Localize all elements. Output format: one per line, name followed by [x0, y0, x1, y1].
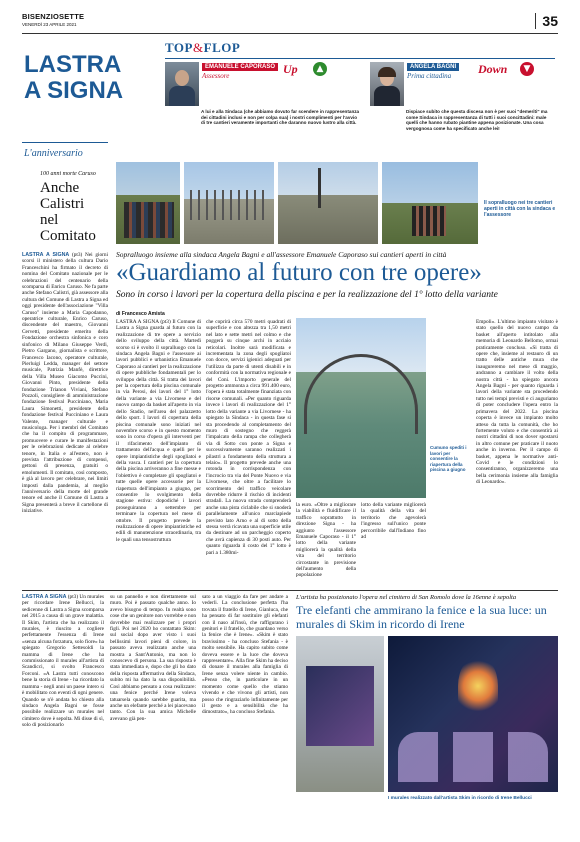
page-header — [22, 12, 558, 34]
bottom-col-1-text: (pt3) Un murales per ricordare Irene Bellucci, la sedicenne di Lastra a Signa scomparsa nel 2015 a causa di un grave malattia. Il Skim, l'artista che ha realizzato il murales, è riuscito a cogliere perfettamente l'essenza di Irene «senza alcuna forzatura, solo fiore» ha spiegato Gregorio Settesoldi la mamma di Irene che ha commissionato il murales all'artista di Scandicci, si svolto Francesco Forconi. «A Lastra tutti conoscono bene la storia di Irene - ha ricordato la mamma - negli anni un paese intero si è mobilitato con eventi di ogni genere. Quando se n'è andata ho chiesto alla sindaco Angela Bagni se fosse possibile realizzare un murales nel cimitero dove è sepolta. Mi disse di sì, solo di posizionarlo — [22, 594, 104, 729]
photo-works-scaffold — [190, 190, 268, 220]
photo-mural — [388, 636, 558, 792]
up-name: EMANUELE CAPORASO — [202, 63, 278, 71]
anniversary-kicker: L'anniversario — [24, 148, 83, 159]
photo-pool-arch — [304, 354, 418, 434]
photo-pool — [296, 318, 426, 498]
anniversary-dateline-ref: (pt3) — [71, 252, 83, 258]
bottom-kicker: L'artista ha posizionato l'opera nel cimitero di San Romolo dove la 16enne è sepolta — [296, 594, 517, 601]
bottom-headline: Tre elefanti che ammirano la fenice e la sua luce: un murales di Skim in ricordo di Irene — [296, 603, 547, 631]
up-role: Assessore — [202, 72, 230, 80]
main-col-4: Empoli». L'ultimo impianto visitato è stato quello del nuovo campo da basket all'aperto intitolato alla memoria di Leonardo Bellomo, ormai praticamente concluso. «Si tratta di opere che, insieme al restauro di un tratto delle antiche mura che inaugureremo nel mese di maggio, andranno a cambiare il volto della nostra città - ha spiegato ancora Angela Bagni - per quanto riguarda i lavori della variante sta procedendo tutto nei tempi previsti e ci auguriamo di poter concludere l'opera entro la primavera del 2022. La piscina coperta è invece un impianto molto atteso da tutta la comunità, che ho fortemente voluto e che consentirà ai nostri cittadini di non dover spostarsi in altro comune per praticare il nuoto anche in inverno. Per il campo di basket, appena le normative anti-Covid e le condizioni lo consentiranno, organizzeremo una bella cerimonia insieme alla famiglia di Leonardo». — [476, 319, 558, 486]
down-role: Prima cittadina — [407, 72, 452, 80]
anniversary-box — [22, 142, 108, 587]
photo-mural-phoenix — [458, 656, 498, 716]
photo-caption-right: Il sopralluogo nei tre cantieri aperti in città con la sindaca e l'assessore — [484, 200, 556, 218]
photo-road — [382, 162, 478, 244]
down-photo-body — [374, 86, 400, 106]
main-col-3: la euro. «Oltre a migliorare la viabilità e fluidificare il traffico soprattutto in direzione Signa - ha aggiunto l'assessore Emanuele Caporaso - il 1° lotto della variante migliorerà la qualità della vita del territorio circostante in previsione dell'aumento della popolazione — [296, 502, 356, 579]
bottom-rule — [22, 590, 558, 591]
topflop-up — [165, 60, 363, 142]
topflop-title — [165, 40, 240, 56]
up-photo-body — [169, 86, 195, 106]
down-photo — [370, 62, 404, 106]
anniversary-dateline: LASTRA A SIGNA — [22, 252, 70, 258]
up-photo — [165, 62, 199, 106]
anniversary-sub: 100 anni morte Caruso — [40, 171, 96, 177]
photo-cemetery-panel — [306, 666, 374, 746]
section-title: LASTRA A SIGNA — [24, 51, 124, 104]
photo-road-people — [412, 206, 446, 236]
photo-group-people — [124, 202, 174, 238]
down-text: Dispiace subito che questa discesa non è per suoi "demeriti" ma come Sindaca in rappresentanza di tutti i suoi concittadini: male quelli che hanno rubato piantine appena posizionate. Una cosa vergognosa come ha specificato anche lei! — [406, 109, 548, 131]
photo-cemetery — [296, 636, 384, 792]
bottom-dateline: LASTRA A SIGNA — [22, 594, 67, 600]
main-headline: «Guardiamo al futuro con tre opere» — [116, 259, 482, 286]
main-kicker: Sopralluogo insieme alla sindaca Angela Bagni e all'assessore Emanuele Caporaso sui cantieri aperti in città — [116, 250, 447, 259]
down-badge: Down — [478, 62, 508, 76]
main-col-3b: lotto della variante migliorerà la qualità della vita del territorio che agevolerà l'ingresso sull'unico ponte percorribile dall'Indiano fino ad — [361, 502, 426, 541]
issue-date: VENERDÌ 23 APRILE 2021 — [22, 22, 77, 27]
topflop-top: TOP — [165, 40, 193, 55]
main-deck: Sono in corso i lavori per la copertura della piscina e per la realizzazione del 1° lotto della variante — [116, 290, 498, 300]
topflop-flop: FLOP — [203, 40, 241, 55]
topflop-amp: & — [193, 40, 204, 55]
topflop-down — [370, 60, 558, 142]
main-col-1: LASTRA A SIGNA (pt3) Il Comune di Lastra a Signa guarda al futuro con la realizzazione di tre opere a servizio dello sviluppo della città. Martedì scorso si è svolto il sopralluogo con la sindaca Angela Bagni e l'assessore ai lavori pubblici e urbanistica Emanuele Caporaso ai cantieri per la realizzazione di opere pubbliche fondamentali per lo sviluppo della città. Si tratta dei lavori per la copertura della piscina comunale in via Perosi, dei lavori del 1° lotto della variante a via Livornese e del nuovo campo da basket all'aperto in via dello Stadio, nell'area del palazzetto dello sport. I lavori di copertura della piscina comunale sono iniziati nel novembre scorso e in questo momento sono in corso d'opera gli interventi per il rifacimento dell'impianto di trattamento dell'acqua e quelli per le opere impiantistiche degli spogliatoi e della vasca. I cantieri per la copertura della piscina arriveranno a fine messe e l'obiettivo è completare gli spogliatoi e tutte quelle opere accessorie per la riapertura dell'impianto a giugno, per consentire lo svolgimento della stagione estiva: dopodiché i lavori proseguiranno a settembre per terminare la copertura nel mese di ottobre. Il progetto prevede la realizzazione di opere impiantistiche ed edili di manutenzione straordinaria, tra le quali una tensostruttura — [116, 319, 201, 543]
up-text: A lui e alla Sindaca (che abbiamo dovuto far scendere in rappresentanza dei cittadini inclusi e non per colpa sua) i nostri complimenti per l'avvio di tre cantieri veramente importanti che daranno nuovo lustro alla città. — [201, 109, 360, 126]
photo-group — [116, 162, 180, 244]
main-col-2: che coprirà circa 570 metri quadrati di superficie e con altezza tra 1,50 metri nel lato e sette metri nel colmo e che poggerà su cinque archi in acciaio reticolari. Inoltre sarà modificata e incrementata la zona degli spogliatoi con docce, servizi igienici adeguati per l'utilizzo da parte di utenti disabili e in conformità con la normativa regionale e del Coni. L'importo generale del progetto ammonta a circa 991.400 euro, l'opera è stata totalmente finanziata con risorse comunali. «Per quanto riguarda invece i lavori di realizzazione del 1° lotto della variante a via Livornese - ha spiegato la Sindaca - in questa fase si sta procedendo al completamento del muro di sostegno che reggerà l'impalcato della rampa che collegherà via di Sotto con ponte a Signa e successivamente saranno realizzati i pilastri a fondamento della struttura a telaio». Il progetto prevede anche una rotonda in corrispondenza con l'incrocio tra via del Ponte Nuovo e via Livornese, che oltre a facilitare lo scorrimento del traffico veicolare dovrebbe ridurre il rischio di incidenti stradali. La nuova strada comprenderà anche una pista ciclabile che si snoderà parallelamente all'unico marciapiede previsto lato Arno e al di sotto della stessa verrà ricavata una superficie utile da destinare ad un parcheggio coperto che avrà capienza di 30 posti auto. Per quanto riguarda il costo del 1° lotto è pari a 1.380mi- — [206, 319, 291, 556]
down-name: ANGELA BAGNI — [407, 63, 459, 71]
up-photo-face — [175, 70, 189, 86]
photo-mural-elephants — [398, 732, 548, 782]
bottom-col-2: su un pannello e non direttamente sul muro. Poi è passato qualche anno. Io avevo bisogno di tempo. In realtà sono cose che un genitore non vorrebbe e non dovrebbe mai realizzare per i propri figli. Poi nel 2020 ho contattato Skim: sul social dopo aver visto i suoi bellissimi lavori pieni di colore, in passato aveva realizzato anche una mostra a Sant'Antonio, ma non lo conoscevo di persona. La sua risposta è stata immediata e, dopo che gli ho dato della risposta affermativa della Sindaca, subito mi ha dato la sua disponibilità. Così abbiamo pensato a cosa realizzare: una fenice perché Irene voleva tatuarsela quando sarebbe guarita, ma anche un elefante perché a lei piacevano tanto. Con la sua amica Michelle avevano già pen- — [110, 594, 196, 722]
photo-works — [184, 162, 274, 244]
masthead: BISENZIOSETTE — [22, 12, 85, 21]
up-badge: Up — [283, 62, 298, 76]
bottom-col-3: sato a un viaggio da fare per andare a vederli. La conclusione perfetta l'ha trovata il fratello di Irene, Gianluca, che ha pensato di far sostituire gli elefanti con il naso all'insù, che raffigurano i genitori e il fratello, che guardano verso la fenice che è Irene». «Skim è stato bravissimo - ha concluso Stefania - è molto sensibile. Ha capito subito come doveva essere e la luce che doveva rappresentare». Alla fine Skim ha deciso di donare il murales alla famiglia di Irene senza volere niente in cambio. «Penso che, in particolare in un momento come quello che stiamo vivendo e che vivono gli artisti, non posso che ringraziarlo infinitamente per il gesto e a sensibilità che ha dimostrato», ha concluso Stefania. — [202, 594, 288, 716]
down-arrow-icon: ▼ — [520, 62, 534, 76]
anniversary-body — [22, 252, 108, 515]
anniversary-text: Nei giorni scorsi il ministero della cultura Dario Franceschini ha firmato il decreto di nomina del Comitato nazionale per le celebrazioni del centenario della scomparsa di Enrico Caruso. Ne fa parte anche Stefano Calistri, già assessore alla cultura del Comune di Lastra a Signa ed oggi presidente dell'associazione "Villa Caruso" insieme a Maria Capodanno, operatrice culturale, Enrico Caruso, discendente del maestro, Giovanni Cervetti, presidente emerito della Fondazione orchestra sinfonica e coro sinfonico di Milano Giuseppe Verdi, Pietro Gargano, giornalista e scrittore, Francesco Iacono, operatore culturale, Pierluigi Ledda, manager del settore musicale, Patrizia Manfè, direttrice della Villa Museo Giacomo Puccini, Giovanni Pinto, presidente della fondazione Trianon Viviani, Stefano Pozzoli, consigliere di amministrazione fondazione festival Pucciniano, Maria Laura Simonetti, presidente della fondazione festival Pucciniano e Laura Valente, manager culturale e musicologa. Per i membri del Comitato che ha il compito di programmare, promuovere e curare le manifestazioni per le celebrazioni dedicate al celebre tenore, in Italia e all'estero, non è prevista l'attribuzione di compensi, gettoni di presenza, gratuiti o emolumenti. Il comitato, così composto, è già al lavoro per celebrare, nei limiti imposti dalla pandemia, al meglio l'anniversario della morte del grande tenore ed anche il Comune di Lastra a Signa presenterà a breve il cartellone di iniziative. — [22, 252, 109, 515]
topflop-rule — [165, 58, 555, 59]
photo-site — [278, 162, 378, 244]
photo-site-crane — [318, 168, 321, 208]
page-number: 35 — [535, 13, 558, 29]
anniversary-headline: Anche Calistri nel Comitato — [40, 180, 96, 244]
pool-photo-caption: Cumuno spediti i lavori per consentire la riapertura della piscina a giugno — [430, 445, 467, 472]
bottom-col-1 — [22, 594, 104, 819]
down-photo-hair — [378, 67, 396, 77]
up-arrow-icon: ▲ — [313, 62, 327, 76]
mural-photo-caption: I murales realizzato dall'artista Skim in ricordo di Irene Bellucci — [388, 796, 532, 801]
main-byline: di Francesco Amista — [116, 311, 165, 317]
